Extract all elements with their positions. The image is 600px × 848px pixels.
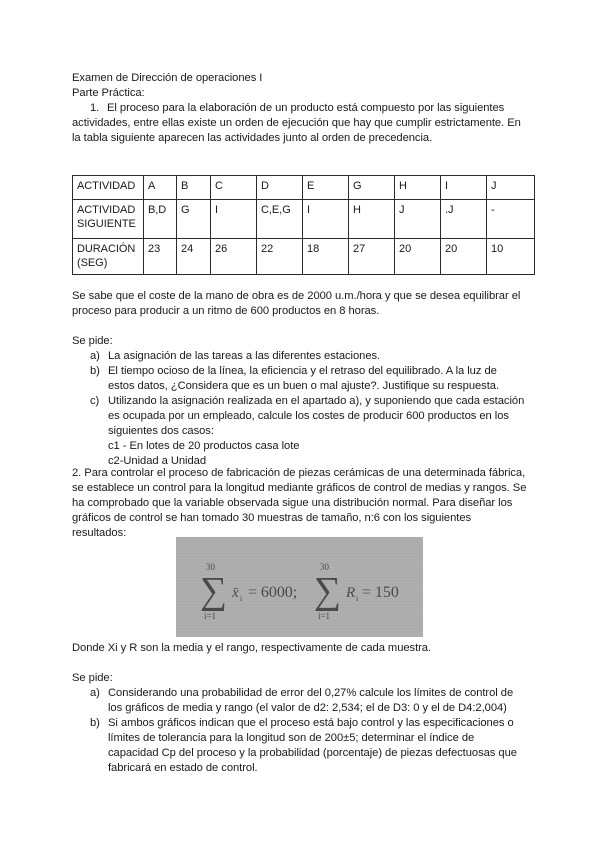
term2-variable: R — [346, 585, 356, 601]
q1-item-c-label: c) — [90, 395, 100, 407]
q2-item-b-line: capacidad Cp del proceso y la probabilidad (porcentaje) de piezas defectuosas que — [108, 747, 517, 759]
q1-intro-line: actividades, entre ellas existe un orden de ejecución que hay que cumplir estrictamente. En — [72, 117, 521, 129]
table-cell: G — [349, 176, 395, 200]
row-header-line: SIGUIENTE — [77, 218, 136, 230]
table-cell: 10 — [487, 239, 535, 275]
table-cell: H — [395, 176, 441, 200]
q1-intro-line: la tabla siguiente aparecen las actividades junto al orden de precedencia. — [72, 132, 433, 144]
sum-upper-limit-2: 30 — [320, 562, 329, 572]
section-subtitle: Parte Práctica: — [72, 87, 145, 99]
table-cell: 26 — [211, 239, 257, 275]
term1-value: = 6000; — [248, 584, 298, 601]
q2-se-pide: Se pide: — [72, 672, 113, 684]
q1-item-c1-line: c1 - En lotes de 20 productos casa lote — [108, 440, 300, 452]
sum-lower-limit-1: i=1 — [204, 611, 216, 621]
q1-item-b-line: estos datos, ¿Considera que es un buen o mal ajuste?. Justifique su respuesta. — [108, 380, 500, 392]
sigma-symbol-1: ∑ — [200, 570, 228, 612]
table-cell: A — [144, 176, 177, 200]
term2-value: = 150 — [362, 584, 399, 601]
q1-item-c2-line: c2-Unidad a Unidad — [108, 455, 206, 467]
table-cell: E — [303, 176, 349, 200]
table-cell: 24 — [177, 239, 211, 275]
table-cell: B,D — [144, 200, 177, 239]
q1-intro-line: El proceso para la elaboración de un producto está compuesto por las siguientes — [107, 102, 505, 114]
table-cell: C,E,G — [257, 200, 303, 239]
sum-upper-limit-1: 30 — [206, 562, 215, 572]
table-cell: 27 — [349, 239, 395, 275]
q1-item-b-line: El tiempo ocioso de la línea, la eficiencia y el retraso del equilibrado. A la luz de — [108, 365, 497, 377]
q2-item-b-line: fabricará en estado de control. — [108, 762, 258, 774]
table-cell: 22 — [257, 239, 303, 275]
table-cell: H — [349, 200, 395, 239]
row-header: ACTIVIDAD — [73, 176, 144, 200]
table-cell: D — [257, 176, 303, 200]
table-cell: I — [441, 176, 487, 200]
q2-item-b-line: límites de tolerancia para la longitud son de 200±5; determinar el índice de — [108, 732, 475, 744]
table-row — [73, 200, 535, 239]
q2-item-b-line: Si ambos gráficos indican que el proceso está bajo control y las especificaciones o — [108, 717, 514, 729]
table-cell: J — [487, 176, 535, 200]
q1-se-pide: Se pide: — [72, 335, 113, 347]
q1-item-c-line: es ocupada por un empleado, calcule los costes de producir 600 productos en los — [108, 410, 509, 422]
row-header-line: (SEG) — [77, 257, 108, 269]
q1-item-b-label: b) — [90, 365, 100, 377]
q1-item-c-line: siguientes dos casos: — [108, 425, 214, 437]
table-cell: 20 — [441, 239, 487, 275]
table-cell: .J — [441, 200, 487, 239]
table-cell: B — [177, 176, 211, 200]
q1-item-a-label: a) — [90, 350, 100, 362]
activities-table — [72, 175, 535, 275]
q2-intro-line: gráficos de control se han tomado 30 muestras de tamaño, n:6 con los siguientes — [72, 512, 472, 524]
q2-intro-line: se establece un control para la longitud mediante gráficos de control de medias y rangos. Se — [72, 482, 527, 494]
q1-item-c-line: Utilizando la asignación realizada en el apartado a), y suponiendo que cada estación — [108, 395, 525, 407]
table-cell: I — [211, 200, 257, 239]
table-cell: C — [211, 176, 257, 200]
table-cell: G — [177, 200, 211, 239]
term1-subscript: i — [240, 594, 243, 603]
term1-variable: x̄ — [232, 585, 239, 601]
row-header — [73, 239, 144, 275]
term2-subscript: i — [356, 594, 359, 603]
table-cell: 18 — [303, 239, 349, 275]
sigma-symbol-2: ∑ — [314, 570, 342, 612]
row-header-line: DURACIÓN — [77, 243, 136, 255]
exam-title: Examen de Dirección de operaciones I — [72, 72, 263, 84]
q1-item-a-line: La asignación de las tareas a las diferentes estaciones. — [108, 350, 381, 362]
q2-intro-line: resultados: — [72, 527, 127, 539]
q2-intro-line: ha comprobado que la variable observada sigue una distribución normal. Para diseñar los — [72, 497, 513, 509]
table-cell: - — [487, 200, 535, 239]
q2-item-b-label: b) — [90, 717, 100, 729]
q1-context-line: proceso para producir a un ritmo de 600 productos en 8 horas. — [72, 305, 380, 317]
q2-item-a-line: Considerando una probabilidad de error del 0,27% calcule los límites de control de — [108, 687, 514, 699]
row-header — [73, 200, 144, 239]
table-cell: J — [395, 200, 441, 239]
table-cell: I — [303, 200, 349, 239]
sum-lower-limit-2: i=1 — [318, 611, 330, 621]
table-row — [73, 239, 535, 275]
q2-intro-line: 2. Para controlar el proceso de fabricación de piezas cerámicas de una determinada fábrica, — [72, 467, 526, 479]
question-1-number: 1. — [90, 102, 100, 114]
row-header-line: ACTIVIDAD — [77, 204, 136, 216]
table-cell: 20 — [395, 239, 441, 275]
q2-item-a-label: a) — [90, 687, 100, 699]
table-row — [73, 176, 535, 200]
q1-context-line: Se sabe que el coste de la mano de obra es de 2000 u.m./hora y que se desea equilibrar el — [72, 290, 521, 302]
summation-formula-image — [176, 537, 423, 637]
table-cell: 23 — [144, 239, 177, 275]
q2-after-formula: Donde Xi y R son la media y el rango, respectivamente de cada muestra. — [72, 642, 432, 654]
q2-item-a-line: los gráficos de media y rango (el valor de d2: 2,534; el de D3: 0 y el de D4:2,004) — [108, 702, 507, 714]
